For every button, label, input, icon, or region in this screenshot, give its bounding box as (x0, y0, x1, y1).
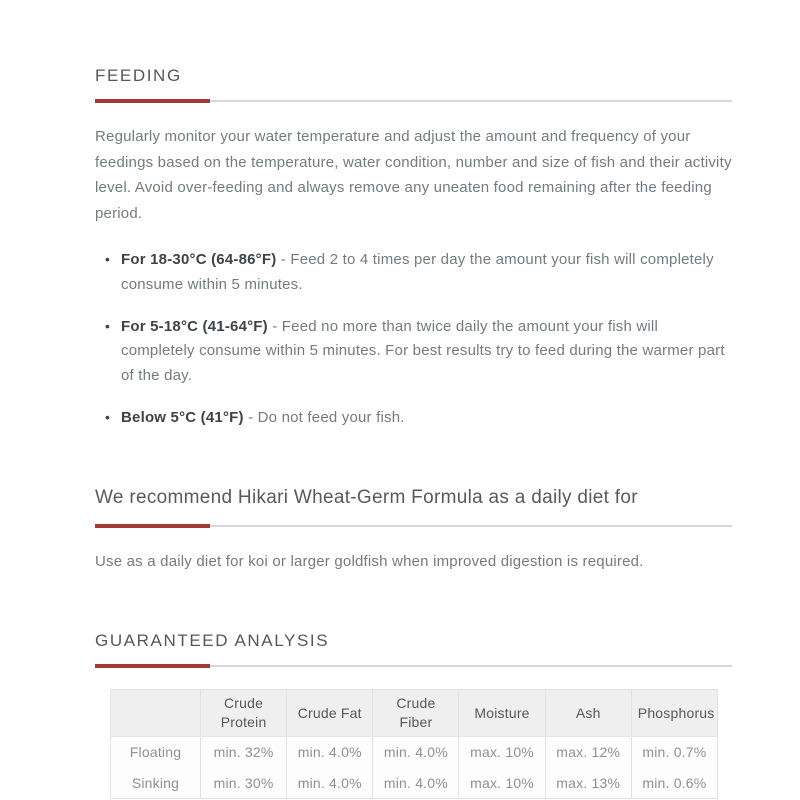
cell-crude-fat: min. 4.0% (287, 737, 373, 768)
temp-range-text: - Feed no more than twice daily the amount your fish will completely consume within 5 minutes. For best results try to feed during the warmer part of the day. (121, 317, 725, 384)
table-row-floating (111, 737, 718, 768)
row-label: Floating (129, 744, 182, 761)
section-rule (95, 664, 732, 668)
table-row-sinking (111, 768, 718, 799)
column-header-ash: Ash (545, 690, 631, 737)
recommend-heading: We recommend Hikari Wheat-Germ Formula as a daily diet for (95, 486, 638, 508)
column-header-crude-fat: Crude Fat (287, 690, 373, 737)
cell-phosphorus: min. 0.7% (631, 737, 717, 768)
content-column (95, 0, 735, 799)
cell-crude-protein: min. 30% (201, 768, 287, 799)
cell-crude-fiber: min. 4.0% (373, 768, 459, 799)
list-item-temp-low (105, 406, 735, 431)
temp-range-text: - Feed 2 to 4 times per day the amount your fish will completely consume within 5 minutes. (121, 251, 714, 293)
cell-crude-fiber: min. 4.0% (373, 737, 459, 768)
column-header-phosphorus: Phosphorus (631, 690, 717, 737)
analysis-heading: GUARANTEED ANALYSIS (95, 631, 330, 650)
rule-red-accent (95, 99, 210, 103)
section-feeding (95, 66, 735, 431)
feeding-heading: FEEDING (95, 66, 182, 85)
table-header-row (111, 690, 718, 737)
feeding-intro-paragraph: Regularly monitor your water temperature and adjust the amount and frequency of your feedings based on the temperature, water condition, number and size of fish and their activity level. Avoid over-feeding and always remove any uneaten food remaining after the feeding period. (95, 128, 732, 222)
section-rule (95, 524, 732, 528)
guaranteed-analysis-table (110, 689, 718, 799)
temp-range-label: For 5-18°C (41-64°F) (121, 317, 268, 335)
cell-crude-protein: min. 32% (201, 737, 287, 768)
column-header-crude-fiber: Crude Fiber (373, 690, 459, 737)
column-header-moisture: Moisture (459, 690, 545, 737)
rule-red-accent (95, 524, 210, 528)
cell-moisture: max. 10% (459, 768, 545, 799)
temp-range-label: Below 5°C (41°F) (121, 408, 244, 426)
cell-ash: max. 13% (545, 768, 631, 799)
cell-moisture: max. 10% (459, 737, 545, 768)
cell-crude-fat: min. 4.0% (287, 768, 373, 799)
section-rule (95, 99, 732, 103)
column-header-empty (111, 690, 201, 737)
feeding-instructions-list (95, 248, 735, 431)
cell-ash: max. 12% (545, 737, 631, 768)
list-item-temp-high (105, 248, 735, 298)
recommend-paragraph: Use as a daily diet for koi or larger goldfish when improved digestion is required. (95, 552, 644, 570)
section-recommend (95, 487, 735, 575)
list-item-temp-mid (105, 315, 735, 389)
column-header-crude-protein: Crude Protein (201, 690, 287, 737)
temp-range-text: - Do not feed your fish. (243, 408, 405, 426)
section-guaranteed-analysis (95, 631, 735, 799)
cell-phosphorus: min. 0.6% (631, 768, 717, 799)
rule-red-accent (95, 664, 210, 668)
temp-range-label: For 18-30°C (64-86°F) (121, 251, 277, 268)
row-label: Sinking (131, 774, 180, 791)
